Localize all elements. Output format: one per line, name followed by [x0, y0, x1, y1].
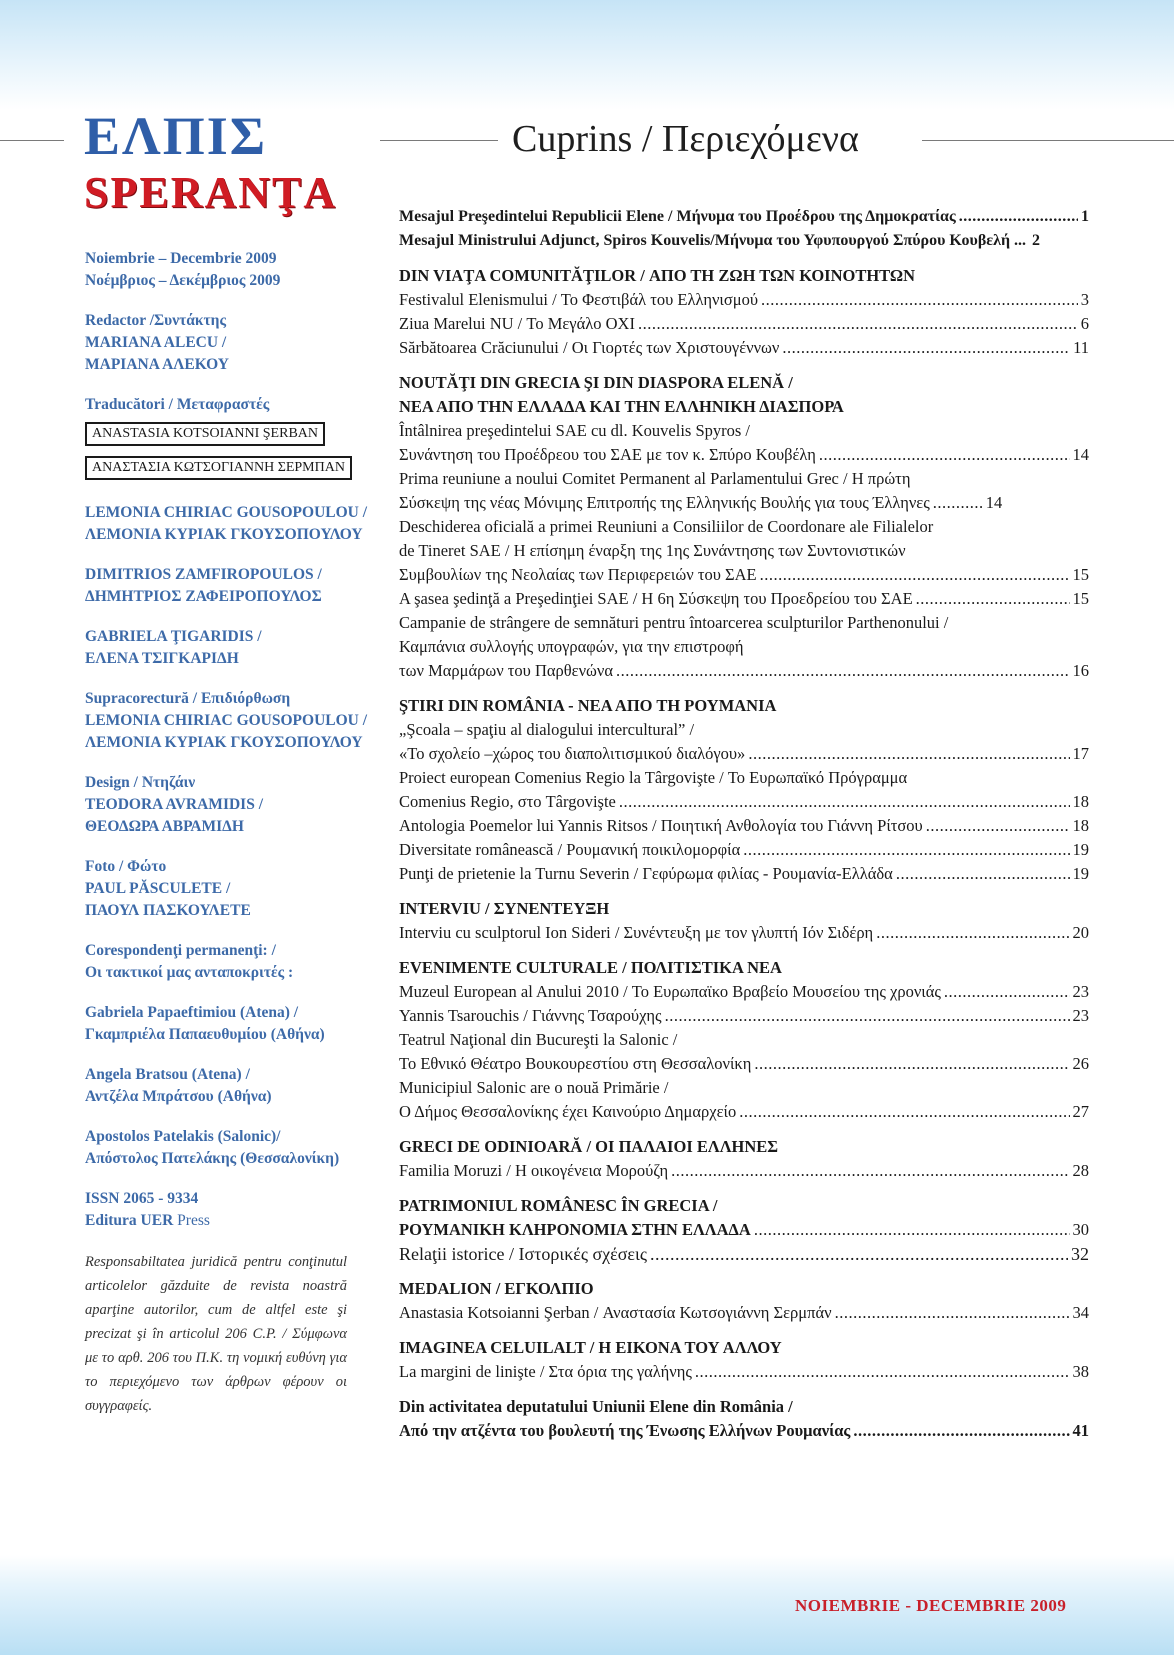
toc-entry[interactable]: Σύσκεψη της νέας Μόνιμης Επιτροπής της Ελληνικής Βουλής για τους Έλληνες ..... 14 — [399, 491, 1089, 515]
toc-entry[interactable]: Diversitate românească / Ρουμανική ποικιλομορφία ..... 19 — [399, 838, 1089, 862]
toc-entry[interactable]: «Το σχολείο –χώρος του διαπολιτισμικού διαλόγου» ..... 17 — [399, 742, 1089, 766]
toc-entry[interactable]: Antologia Poemelor lui Yannis Ritsos / Ποιητική Ανθολογία του Γιάννη Ρίτσου ..... 18 — [399, 814, 1089, 838]
toc-entry[interactable]: Συνάντηση του Προέδρεου του ΣΑΕ με τον κ. Σπύρο Κουβέλη ..... 14 — [399, 443, 1089, 467]
toc-entry[interactable]: Mesajul Ministrului Adjunct, Spiros Kouvelis/Μήνυμα του Υφυπουργού Σπύρου Κουβελή ... 2 — [399, 232, 1041, 249]
table-of-contents — [399, 205, 1089, 1443]
header-gradient — [0, 0, 1174, 110]
page-title: Cuprins / Περιεχόμενα — [512, 118, 859, 160]
editor-name-ro: MARIANA ALECU / — [85, 334, 227, 351]
toc-section-heading: ΝΕΑ ΑΠΟ ΤΗΝ ΕΛΛΑΔΑ ΚΑΙ ΤΗΝ ΕΛΛΗΝΙΚΗ ΔΙΑΣΠΟΡΑ — [399, 397, 844, 416]
toc-entry[interactable]: Το Εθνικό Θέατρο Βουκουρεστίου στη Θεσσαλονίκη ..... 26 — [399, 1052, 1089, 1076]
toc-entry[interactable]: Familia Moruzi / Η οικογένεια Μορούζη ..... 28 — [399, 1159, 1089, 1183]
masthead-latin: SPERANŢA — [84, 168, 338, 217]
toc-entry[interactable]: Anastasia Kotsoianni Şerban / Αναστασία Κωτσογιάννη Σερμπάν ..... 34 — [399, 1301, 1089, 1325]
toc-entry-line[interactable]: Prima reuniune a noului Comitet Permanent al Parlamentului Grec / Η πρώτη — [399, 469, 911, 488]
design-name-gr: ΘΕΟΔΩΡΑ ΑΒΡΑΜΙΔΗ — [85, 818, 244, 835]
publisher-normal: Press — [173, 1212, 210, 1229]
toc-section-heading: GRECI DE ODINIOARĂ / ΟΙ ΠΑΛΑΙΟΙ ΕΛΛΗΝΕΣ — [399, 1137, 779, 1156]
toc-section-heading: IMAGINEA CELUILALT / Η ΕΙΚΟΝΑ ΤΟΥ ΑΛΛΟΥ — [399, 1338, 782, 1357]
publisher-bold: Editura UER — [85, 1212, 174, 1229]
toc-entry[interactable]: Mesajul Preşedintelui Republicii Elene / Μήνυμα του Προέδρου της Δημοκρατίας ..... 1 — [399, 205, 1089, 229]
toc-entry[interactable]: A şasea şedinţă a Preşedinţiei SAE / Η 6η Σύσκεψη του Προεδρείου του ΣΑΕ ..... 15 — [399, 587, 1089, 611]
correspondents-label-gr: Οι τακτικοί μας ανταποκριτές : — [85, 964, 294, 981]
translator-3-ro: DIMITRIOS ZAMFIROPOULOS / — [85, 566, 322, 583]
toc-entry[interactable]: των Μαρμάρων του Παρθενώνα ..... 16 — [399, 659, 1089, 683]
proof-name-gr: ΛΕΜΟΝΙΑ ΚΥΡΙΑΚ ΓΚΟΥΣΟΠΟΥΛΟΥ — [85, 734, 363, 751]
sidebar-credits — [85, 248, 375, 1418]
toc-entry[interactable]: Από την ατζέντα του βουλευτή της Ένωσης Ελλήνων Ρουμανίας ..... 41 — [399, 1419, 1089, 1443]
rule-right — [922, 140, 1174, 141]
toc-entry[interactable]: Comenius Regio, στο Târgovişte ..... 18 — [399, 790, 1089, 814]
toc-entry[interactable]: Συμβουλίων της Νεολαίας των Περιφερειών του ΣΑΕ ..... 15 — [399, 563, 1089, 587]
toc-entry[interactable]: La margini de linişte / Στα όρια της γαλήνης ..... 38 — [399, 1360, 1089, 1384]
publisher — [85, 1210, 375, 1232]
toc-section-deputy — [399, 1395, 1089, 1443]
masthead-greek: ΕΛΠΙΣ — [84, 106, 268, 166]
design-label: Design / Ντηζάιν — [85, 774, 196, 791]
toc-entry-line[interactable]: de Tineret SAE / Η επίσημη έναρξη της 1ης Συνάντησης των Συντονιστικών — [399, 541, 906, 560]
toc-entry-line[interactable]: Municipiul Salonic are o nouă Primărie / — [399, 1078, 669, 1097]
toc-section-greece-news — [399, 371, 1089, 683]
toc-entry[interactable]: Relaţii istorice / Ιστορικές σχέσεις ..... 32 — [399, 1242, 1089, 1266]
toc-section-image — [399, 1336, 1089, 1384]
photo-label: Foto / Φώτο — [85, 858, 167, 875]
toc-entry-line[interactable]: Teatrul Naţional din Bucureşti la Salonic / — [399, 1030, 678, 1049]
toc-section-heading: MEDALION / ΕΓΚΟΛΠΙΟ — [399, 1279, 594, 1298]
translator-1-ro: ANASTASIA KOTSOIANNI ŞERBAN — [85, 422, 325, 446]
toc-section-messages — [399, 205, 1089, 253]
toc-section-romania-news — [399, 694, 1089, 886]
toc-entry-line[interactable]: Deschiderea oficială a primei Reuniuni a Consiliilor de Coordonare ale Filialelor — [399, 517, 934, 536]
toc-entry-line[interactable]: Întâlnirea preşedintelui SAE cu dl. Kouvelis Spyros / — [399, 421, 751, 440]
correspondent-3-ro: Apostolos Patelakis (Salonic)/ — [85, 1128, 281, 1145]
toc-section-community — [399, 264, 1089, 360]
legal-disclaimer: Responsabiltatea juridică pentru conţinutul articolelor găzduite de revista noastră aparţine autorilor, cum de altfel este şi precizat şi în articolul 206 C.P. / Σύμφωνα με το αρθ. 206 του Π.Κ. τη νομική ευθύνη για το περιεχόμενο των άρθρων φέρουν οι συγγραφείς. — [85, 1254, 347, 1414]
translator-3-gr: ΔΗΜΗΤΡΙΟΣ ΖΑΦΕΙΡΟΠΟΥΛΟΣ — [85, 588, 322, 605]
toc-section-heritage — [399, 1194, 1089, 1266]
toc-section-cultural — [399, 956, 1089, 1124]
editor-label: Redactor /Συντάκτης — [85, 312, 227, 329]
toc-entry[interactable]: Interviu cu sculptorul Ion Sideri / Συνέντευξη με τον γλυπτή Ιόν Σιδέρη ..... 20 — [399, 921, 1089, 945]
correspondent-1-ro: Gabriela Papaeftimiou (Atena) / — [85, 1004, 299, 1021]
translators-label: Traducători / Μεταφραστές — [85, 396, 270, 413]
toc-entry-line[interactable]: Καμπάνια συλλογής υπογραφών, για την επιστροφή — [399, 637, 744, 656]
issue-date-ro: Noiembrie – Decembrie 2009 — [85, 250, 277, 267]
proof-label: Supracorectură / Επιδιόρθωση — [85, 690, 291, 707]
correspondent-2-ro: Angela Bratsou (Atena) / — [85, 1066, 250, 1083]
issue-date-gr: Noέμβριος – Δεκέμβριος 2009 — [85, 272, 281, 289]
issn: ISSN 2065 - 9334 — [85, 1190, 199, 1207]
toc-entry-line[interactable]: Proiect european Comenius Regio la Târgovişte / Το Ευρωπαϊκό Πρόγραμμα — [399, 768, 908, 787]
toc-entry-line[interactable]: Din activitatea deputatului Uniunii Elene din România / — [399, 1397, 793, 1416]
toc-entry[interactable]: Punţi de prietenie la Turnu Severin / Γεφύρωμα φιλίας - Ρουμανία-Ελλάδα ..... 19 — [399, 862, 1089, 886]
toc-entry-line[interactable]: Campanie de strângere de semnături pentru întoarcerea sculpturilor Parthenonului / — [399, 613, 949, 632]
translator-1-gr: ΑΝΑΣΤΑΣΙΑ ΚΩΤΣΟΓΙΑΝΝΗ ΣΕΡΜΠΑΝ — [85, 456, 352, 480]
editor-name-gr: ΜΑΡΙΑΝΑ ΑΛΕΚΟΥ — [85, 356, 229, 373]
toc-entry[interactable]: Festivalul Elenismului / Το Φεστιβάλ του Ελληνισμού ..... 3 — [399, 288, 1089, 312]
design-name-ro: TEODORA AVRAMIDIS / — [85, 796, 264, 813]
toc-entry[interactable]: Ο Δήμος Θεσσαλονίκης έχει Καινούριο Δημαρχείο ..... 27 — [399, 1100, 1089, 1124]
proof-name-ro: LEMONIA CHIRIAC GOUSOPOULOU / — [85, 712, 368, 729]
toc-entry-line[interactable]: „Şcoala – spaţiu al dialogului intercultural” / — [399, 720, 695, 739]
correspondent-3-gr: Απόστολος Πατελάκης (Θεσσαλονίκη) — [85, 1150, 340, 1167]
correspondent-1-gr: Γκαμπριέλα Παπαευθυμίου (Αθήνα) — [85, 1026, 325, 1043]
toc-section-heading: DIN VIAŢA COMUNITĂŢILOR / ΑΠΟ ΤΗ ΖΩΗ ΤΩΝ ΚΟΙΝΟΤΗΤΩΝ — [399, 266, 916, 285]
toc-entry[interactable]: Ziua Marelui NU / Το Μεγάλο ΟΧΙ ..... 6 — [399, 312, 1089, 336]
footer-issue-date: NOIEMBRIE - DECEMBRIE 2009 — [795, 1596, 1067, 1615]
toc-section-old-greeks — [399, 1135, 1089, 1183]
toc-section-heading: ŞTIRI DIN ROMÂNIA - ΝΕΑ ΑΠΟ ΤΗ ΡΟΥΜΑΝΙΑ — [399, 696, 777, 715]
rule-middle — [380, 140, 498, 141]
toc-entry[interactable]: ΡΟΥΜΑΝΙΚΗ ΚΛΗΡΟΝΟΜΙΑ ΣΤΗΝ ΕΛΛΑΔΑ ..... 30 — [399, 1218, 1089, 1242]
translator-4-ro: GABRIELA ŢIGARIDIS / — [85, 628, 262, 645]
toc-section-heading: EVENIMENTE CULTURALE / ΠΟΛΙΤΙΣΤΙΚΑ ΝΕΑ — [399, 958, 782, 977]
correspondents-label-ro: Corespondenţi permanenţi: / — [85, 942, 276, 959]
toc-entry[interactable]: Sărbătoarea Crăciunului / Οι Γιορτές των Χριστουγέννων ..... 11 — [399, 336, 1089, 360]
toc-section-heading: INTERVIU / ΣΥΝΕΝΤΕΥΞΗ — [399, 899, 610, 918]
toc-section-heading: NOUTĂŢI DIN GRECIA ŞI DIN DIASPORA ELENĂ / — [399, 373, 793, 392]
photo-name-ro: PAUL PĂSCULETE / — [85, 880, 231, 897]
rule-left — [0, 140, 64, 141]
toc-entry[interactable]: Yannis Tsarouchis / Γιάννης Τσαρούχης ..... 23 — [399, 1004, 1089, 1028]
toc-section-medalion — [399, 1277, 1089, 1325]
translator-2-ro: LEMONIA CHIRIAC GOUSOPOULOU / — [85, 504, 368, 521]
toc-entry[interactable]: Muzeul European al Anului 2010 / Το Ευρωπαϊκο Βραβείο Μουσείου της χρονιάς ..... 23 — [399, 980, 1089, 1004]
translator-2-gr: ΛΕΜΟΝΙΑ ΚΥΡΙΑΚ ΓΚΟΥΣΟΠΟΥΛΟΥ — [85, 526, 363, 543]
toc-section-heading: PATRIMONIUL ROMÂNESC ÎN GRECIA / — [399, 1196, 718, 1215]
translator-4-gr: ΕΛΕΝΑ ΤΣΙΓΚΑΡΙΔΗ — [85, 650, 239, 667]
correspondent-2-gr: Αντζέλα Μπράτσου (Αθήνα) — [85, 1088, 272, 1105]
photo-name-gr: ΠΑΟΥΛ ΠΑΣΚΟΥΛΕΤΕ — [85, 902, 251, 919]
toc-section-interview — [399, 897, 1089, 945]
